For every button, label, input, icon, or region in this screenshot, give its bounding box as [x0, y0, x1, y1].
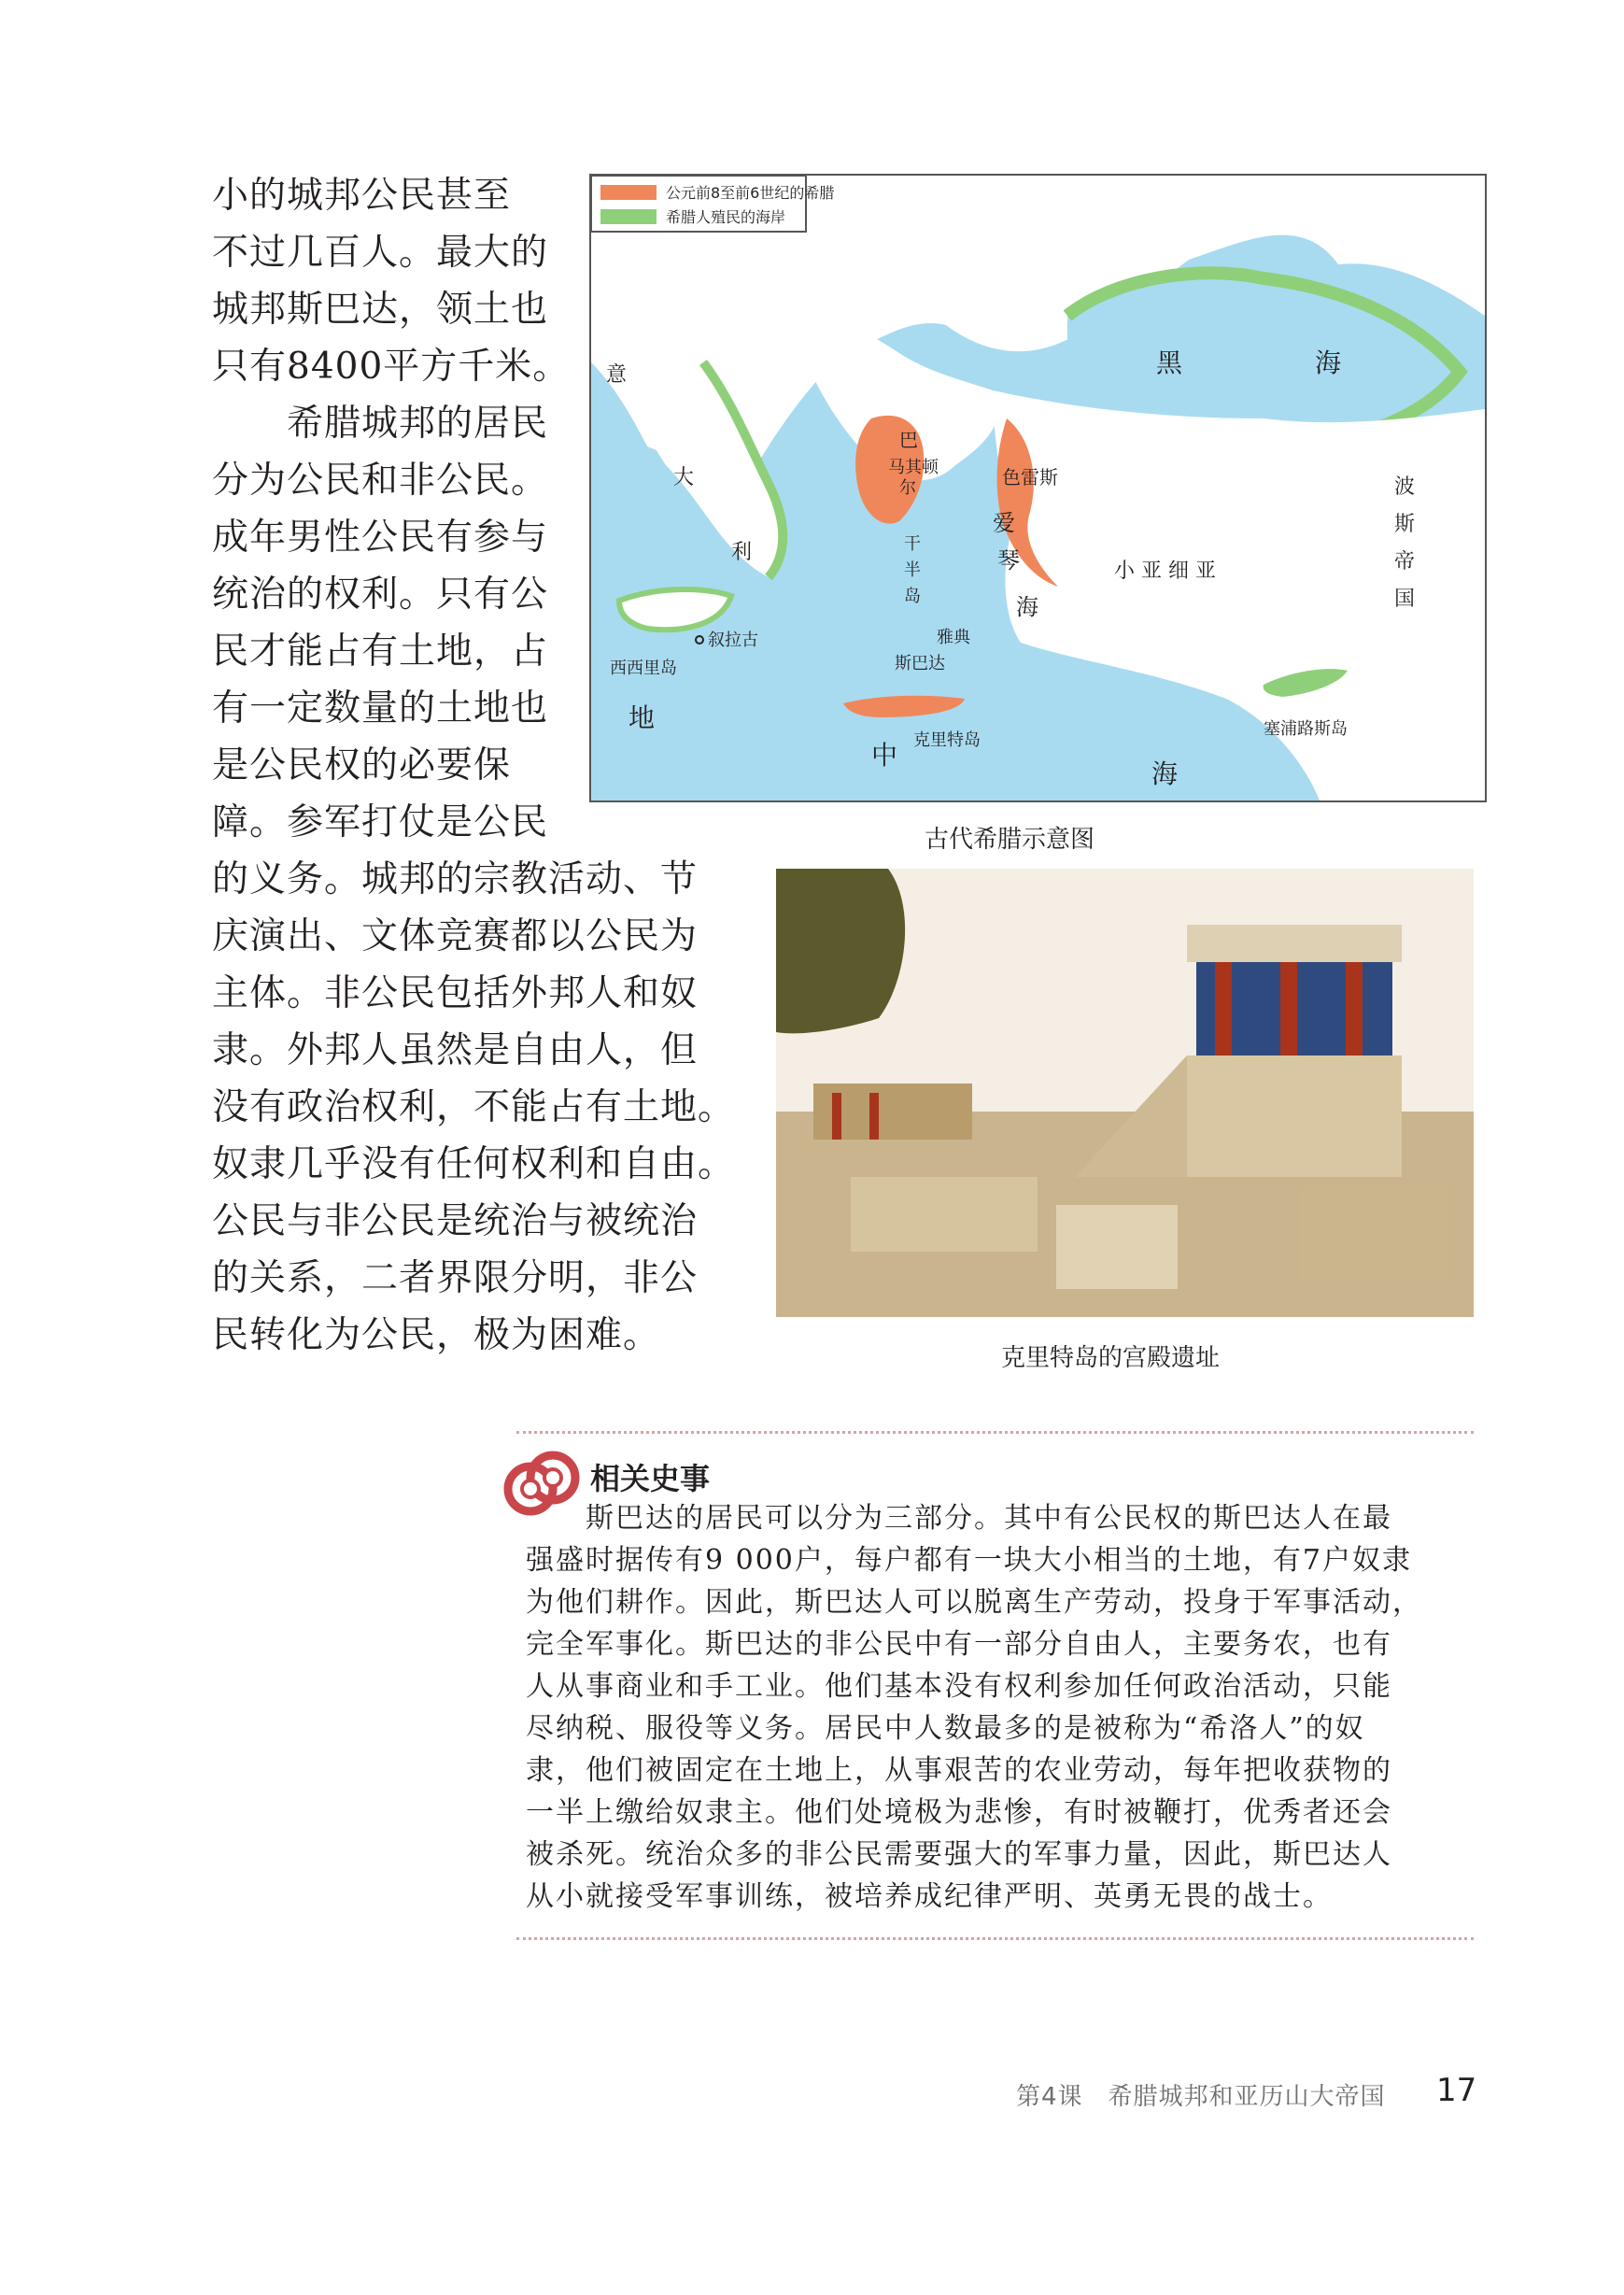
box-bottom-divider [516, 1937, 1474, 1940]
label-sicily: 西西里岛 [610, 659, 677, 678]
related-history-line: 为他们耕作。因此，斯巴达人可以脱离生产劳动，投身于军事活动， [526, 1586, 1422, 1619]
related-history-line: 从小就接受军事训练，被培养成纪律严明、英勇无畏的战士。 [526, 1880, 1333, 1913]
label-macedonia-3: 尔 [899, 478, 916, 498]
label-balkan-3: 岛 [904, 587, 921, 606]
roof [1187, 925, 1402, 962]
footer-lesson-title: 第4课 希腊城邦和亚历山大帝国 [1016, 2083, 1386, 2111]
body-text-line: 的义务。城邦的宗教活动、节 [212, 858, 699, 900]
body-text-line: 希腊城邦的居民 [212, 403, 549, 445]
page-number: 17 [1436, 2072, 1477, 2109]
legend-swatch-greece [600, 185, 657, 200]
label-persia-3: 帝 [1394, 550, 1416, 574]
label-med-1: 地 [628, 702, 656, 733]
body-text-line: 的关系，二者界限分明，非公 [212, 1257, 699, 1299]
label-athens: 雅典 [937, 628, 970, 647]
label-persia-1: 波 [1394, 475, 1416, 499]
body-text-line: 民转化为公民，极为困难。 [212, 1314, 661, 1356]
related-history-line: 尽纳税、服役等义务。居民中人数最多的是被称为“希洛人”的奴 [526, 1712, 1365, 1745]
ancient-greece-map [589, 174, 1487, 802]
body-text-line: 分为公民和非公民。 [212, 460, 549, 502]
label-sparta: 斯巴达 [895, 654, 945, 673]
body-text-line: 城邦斯巴达，领土也 [212, 289, 549, 331]
left-column-2 [869, 1093, 879, 1140]
related-history-line: 一半上缴给奴隶主。他们处境极为悲惨，有时被鞭打，优秀者还会 [526, 1796, 1392, 1829]
related-history-line: 隶，他们被固定在土地上，从事艰苦的农业劳动，每年把收获物的 [526, 1754, 1392, 1787]
label-thrace: 色雷斯 [1002, 466, 1058, 489]
body-text-line: 障。参军打仗是公民 [212, 801, 549, 843]
body-text-line: 成年男性公民有参与 [212, 517, 549, 559]
map-graphic [591, 176, 1485, 800]
related-history-line: 人从事商业和手工业。他们基本没有权利参加任何政治活动，只能 [526, 1670, 1392, 1703]
legend-label-colony: 希腊人殖民的海岸 [666, 208, 786, 226]
related-history-title: 相关史事 [590, 1461, 711, 1496]
label-italy-2: 大 [673, 466, 695, 489]
label-black-sea-1: 黑 [1156, 347, 1183, 378]
body-text-line: 统治的权利。只有公 [212, 574, 549, 616]
body-text-line: 隶。外邦人虽然是自由人，但 [212, 1029, 699, 1071]
body-text-line: 不过几百人。最大的 [212, 232, 549, 274]
map-caption: 古代希腊示意图 [925, 826, 1095, 854]
label-macedonia-1: 巴 [899, 429, 918, 451]
related-history-line: 被杀死。统治众多的非公民需要强大的军事力量，因此，斯巴达人 [526, 1838, 1392, 1871]
label-aegean-2: 琴 [997, 547, 1020, 574]
crete-palace-photo [776, 869, 1474, 1317]
body-text-line: 庆演出、文体竞赛都以公民为 [212, 915, 699, 957]
stone-block-2 [1056, 1205, 1178, 1289]
label-crete: 克里特岛 [913, 730, 981, 750]
photo-caption: 克里特岛的宫殿遗址 [1001, 1344, 1221, 1372]
body-text-line: 小的城邦公民甚至 [212, 175, 512, 217]
label-balkan-1: 干 [904, 534, 921, 554]
label-aegean-3: 海 [1016, 594, 1038, 620]
body-text-line: 没有政治权利，不能占有土地。 [212, 1086, 736, 1128]
label-black-sea-2: 海 [1315, 347, 1342, 378]
body-text-line: 有一定数量的土地也 [212, 687, 549, 730]
body-text-line: 主体。非公民包括外邦人和奴 [212, 972, 699, 1014]
label-syracuse: 叙拉古 [708, 630, 758, 650]
body-text-line: 奴隶几乎没有任何权利和自由。 [212, 1143, 736, 1185]
label-cyprus: 塞浦路斯岛 [1264, 719, 1348, 739]
label-persia-4: 国 [1394, 588, 1416, 611]
label-italy-1: 意 [606, 363, 628, 387]
left-column-1 [832, 1093, 841, 1140]
related-history-line: 完全军事化。斯巴达的非公民中有一部分自由人，主要务农，也有 [526, 1628, 1392, 1661]
label-med-2: 中 [871, 740, 898, 771]
palace-base [1187, 1055, 1402, 1177]
legend-swatch-colony [600, 209, 657, 224]
related-history-line: 斯巴达的居民可以分为三部分。其中有公民权的斯巴达人在最 [526, 1502, 1392, 1535]
body-text-line: 公民与非公民是统治与被统治 [212, 1200, 699, 1242]
label-macedonia-2: 马其顿 [888, 458, 939, 477]
stone-block-1 [851, 1177, 1038, 1252]
body-text-line: 只有8400平方千米。 [212, 346, 571, 388]
body-text-line: 民才能占有土地，占 [212, 630, 549, 673]
photo-graphic [776, 869, 1474, 1317]
label-persia-2: 斯 [1394, 513, 1416, 536]
body-text-line: 是公民权的必要保 [212, 744, 512, 786]
label-balkan-2: 半 [904, 560, 921, 580]
related-history-line: 强盛时据传有9 000户，每户都有一块大小相当的土地，有7户奴隶 [526, 1544, 1412, 1577]
stone-block-3 [1299, 1186, 1448, 1280]
label-asia-minor: 小 亚 细 亚 [1114, 560, 1216, 583]
label-med-3: 海 [1151, 758, 1179, 789]
legend-label-greece: 公元前8至前6世纪的希腊 [666, 184, 835, 202]
label-aegean-1: 爱 [993, 510, 1015, 536]
label-italy-3: 利 [731, 541, 753, 564]
box-top-divider [516, 1431, 1474, 1434]
